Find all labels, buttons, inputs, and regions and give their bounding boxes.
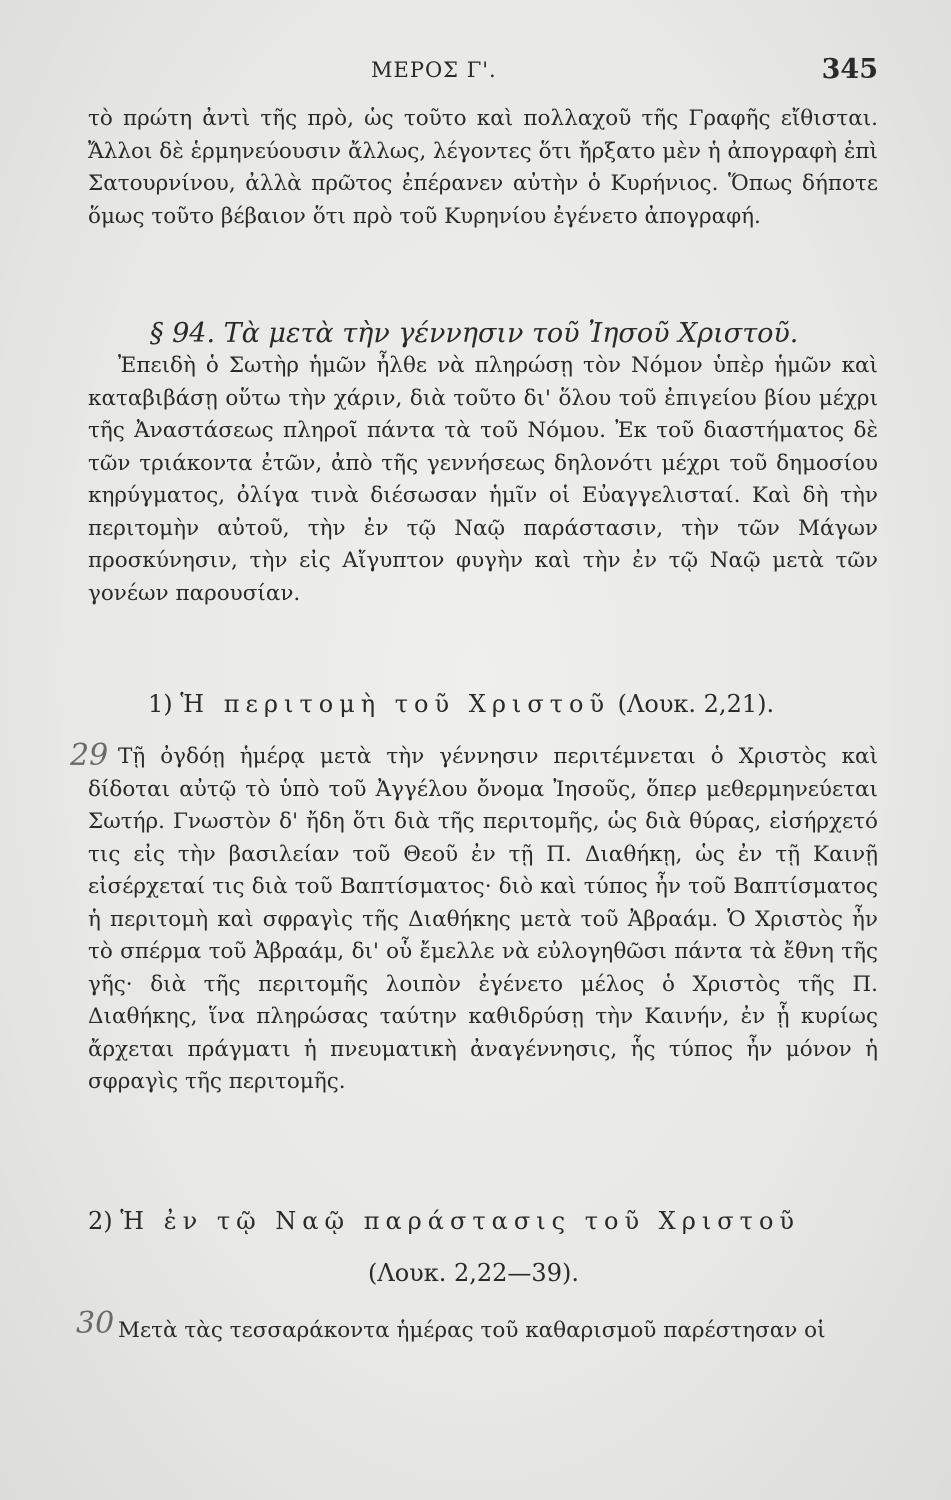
page-number: 345 xyxy=(821,54,878,85)
section-heading: § 94. Τὰ μετὰ τὴν γέννησιν τοῦ Ἰησοῦ Χριστοῦ. xyxy=(150,318,799,349)
margin-note-30: 30 xyxy=(76,1306,115,1341)
running-head: ΜΕΡΟΣ Γ'. xyxy=(371,58,497,82)
subheading-1-reference: (Λουκ. 2,21). xyxy=(617,690,775,718)
paragraph-4: Μετὰ τὰς τεσσαράκοντα ἡμέρας τοῦ καθαρισμοῦ παρέστησαν οἱ xyxy=(118,1318,826,1343)
subheading-1 xyxy=(148,690,774,718)
subheading-2-reference: (Λουκ. 2,22—39). xyxy=(368,1259,579,1287)
subheading-1-title: Ἡ περιτομὴ τοῦ Χριστοῦ xyxy=(180,690,611,718)
page-header xyxy=(88,52,878,92)
subheading-2 xyxy=(88,1207,800,1235)
paragraph-3: Τῇ ὀγδόῃ ἡμέρᾳ μετὰ τὴν γέννησιν περιτέμνεται ὁ Χριστὸς καὶ δίδοται αὐτῷ τὸ ὑπὸ τοῦ Ἀγγέλου ὄνομα Ἰησοῦς, ὅπερ μεθερμηνεύεται Σωτήρ. Γνωστὸν δ' ἤδη ὅτι διὰ τῆς περιτομῆς, ὡς διὰ θύρας, εἰσήρχετό τις εἰς τὴν βασιλείαν τοῦ Θεοῦ ἐν τῇ Π. Διαθήκῃ, ὡς ἐν τῇ Καινῇ εἰσέρχεταί τις διὰ τοῦ Βαπτίσματος· διὸ καὶ τύπος ἦν τοῦ Βαπτίσματος ἡ περιτομὴ καὶ σφραγὶς τῆς Διαθήκης μετὰ τοῦ Ἀβραάμ. Ὁ Χριστὸς ἦν τὸ σπέρμα τοῦ Ἀβραάμ, δι' οὗ ἔμελλε νὰ εὐλογηθῶσι πάντα τὰ ἔθνη τῆς γῆς· διὰ τῆς περιτομῆς λοιπὸν ἐγένετο μέλος ὁ Χριστὸς τῆς Π. Διαθήκης, ἵνα πληρώσας ταύτην καθιδρύσῃ τὴν Καινήν, ἐν ᾗ κυρίως ἄρχεται πράγματι ἡ πνευματικὴ ἀναγέννησις, ἧς τύπος ἦν μόνον ἡ σφραγὶς τῆς περιτομῆς. xyxy=(88,744,878,1094)
subheading-1-number: 1) xyxy=(148,690,173,718)
paragraph-1: τὸ πρώτη ἀντὶ τῆς πρὸ, ὡς τοῦτο καὶ πολλαχοῦ τῆς Γραφῆς εἴθισται. Ἄλλοι δὲ ἑρμηνεύουσιν ἄλλως, λέγοντες ὅτι ἤρξατο μὲν ἡ ἀπογραφὴ ἐπὶ Σατουρνίνου, ἀλλὰ πρῶτος ἐπέρανεν αὐτὴν ὁ Κυρήνιος. Ὅπως δήποτε ὅμως τοῦτο βέβαιον ὅτι πρὸ τοῦ Κυρηνίου ἐγένετο ἀπογραφή. xyxy=(88,106,878,229)
paragraph-2: Ἐπειδὴ ὁ Σωτὴρ ἡμῶν ἦλθε νὰ πληρώσῃ τὸν Νόμον ὑπὲρ ἡμῶν καὶ καταβιβάσῃ οὕτω τὴν χάριν, διὰ τοῦτο δι' ὅλου τοῦ ἐπιγείου βίου μέχρι τῆς Ἀναστάσεως πληροῖ πάντα τὰ τοῦ Νόμου. Ἐκ τοῦ διαστήματος δὲ τῶν τριάκοντα ἐτῶν, ἀπὸ τῆς γεννήσεως δηλονότι μέχρι τοῦ δημοσίου κηρύγματος, ὀλίγα τινὰ διέσωσαν ἡμῖν οἱ Εὐαγγελισταί. Καὶ δὴ τὴν περιτομὴν αὐτοῦ, τὴν ἐν τῷ Ναῷ παράστασιν, τὴν τῶν Μάγων προσκύνησιν, τὴν εἰς Αἴγυπτον φυγὴν καὶ τὴν ἐν τῷ Ναῷ μετὰ τῶν γονέων παρουσίαν. xyxy=(88,353,878,606)
subheading-2-number: 2) xyxy=(88,1207,113,1235)
subheading-2-title: Ἡ ἐν τῷ Ναῷ παράστασις τοῦ Χριστοῦ xyxy=(120,1207,800,1235)
margin-note-29: 29 xyxy=(70,738,109,773)
